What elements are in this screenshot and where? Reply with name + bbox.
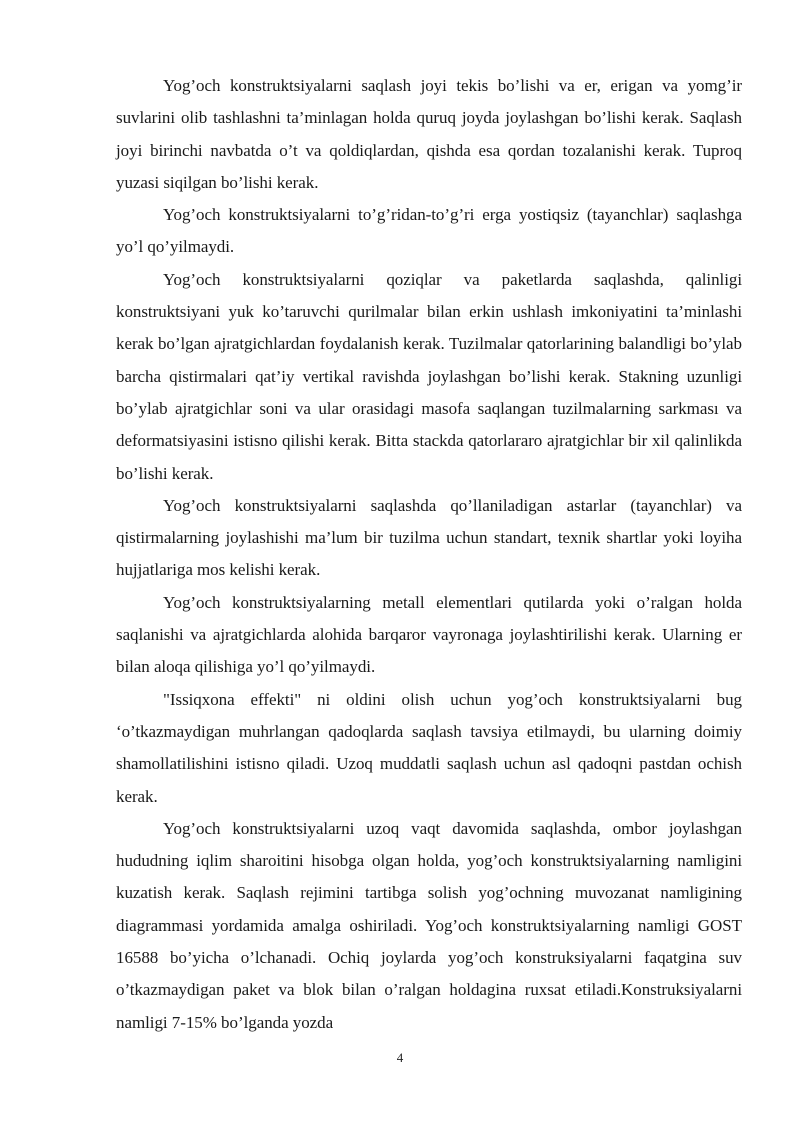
- paragraph-greenhouse-effect: "Issiqxona effekti" ni oldini olish uchun yog’och konstruktsiyalarni bug ‘o’tkazmaydigan muhrlangan qadoqlarda saqlash tavsiya etilmaydi, bu ularning doimiy shamollatilishini istisno qiladi. Uzoq muddatli saqlash uchun asl qadoqni pastdan ochish kerak.: [116, 689, 742, 806]
- paragraph-stacking-separators: Yog’och konstruktsiyalarni qoziqlar va paketlarda saqlashda, qalinligi konstruktsiyani yuk ko’taruvchi qurilmalar bilan erkin ushlash imkoniyatini ta’minlashi kerak bo’lgan ajratgichlardan foydalanish kerak. Tuzilmalar qatorlarining balandligi bo’ylab barcha qistirmalari qat’iy vertikal ravishda joylashgan bo’lishi kerak. Stakning uzunligi bo’ylab ajratgichlar soni va ular orasidagi masofa saqlangan tuzilmalarning sarkması va deformatsiyasini istisno qilishi kerak. Bitta stackda qatorlararo ajratgichlar bir xil qalinlikda bo’lishi kerak.: [116, 269, 742, 483]
- document-body: [116, 70, 742, 1039]
- paragraph-no-ground-storage: Yog’och konstruktsiyalarni to’g’ridan-to’g’ri erga yostiqsiz (tayanchlar) saqlashga yo’l qo’yilmaydi.: [116, 205, 742, 257]
- paragraph-metal-elements: Yog’och konstruktsiyalarning metall elementlari qutilarda yoki o’ralgan holda saqlanishi va ajratgichlarda alohida barqaror vayronaga joylashtirilishi kerak. Ularning er bilan aloqa qilishiga yo’l qo’yilmaydi.: [116, 592, 742, 677]
- paragraph-supports-placement: Yog’och konstruktsiyalarni saqlashda qo’llaniladigan astarlar (tayanchlar) va qistirmalarning joylashishi ma’lum bir tuzilma uchun standart, texnik shartlar yoki loyiha hujjatlariga mos kelishi kerak.: [116, 495, 742, 580]
- paragraph-moisture-control: Yog’och konstruktsiyalarni uzoq vaqt davomida saqlashda, ombor joylashgan hududning iqlim sharoitini hisobga olgan holda, yog’och konstruktsiyalarning namligini kuzatish kerak. Saqlash rejimini tartibga solish yog’ochning muvozanat namligining diagrammasi yordamida amalga oshiriladi. Yog’och konstruktsiyalarning namligi GOST 16588 bo’yicha o’lchanadi. Ochiq joylarda yog’och konstruksiyalarni faqatgina suv o’tkazmaydigan paket va blok bilan o’ralgan holdagina ruxsat etiladi.Konstruksiyalarni namligi 7-15% bo’lganda yozda: [116, 818, 742, 1032]
- page-number: 4: [396, 1050, 404, 1065]
- paragraph-site-requirements: Yog’och konstruktsiyalarni saqlash joyi tekis bo’lishi va er, erigan va yomg’ir suvlarini olib tashlashni ta’minlagan holda quruq joyda joylashgan bo’lishi kerak. Saqlash joyi birinchi navbatda o’t va qoldiqlardan, qishda esa qordan tozalanishi kerak. Tuproq yuzasi siqilgan bo’lishi kerak.: [116, 76, 742, 192]
